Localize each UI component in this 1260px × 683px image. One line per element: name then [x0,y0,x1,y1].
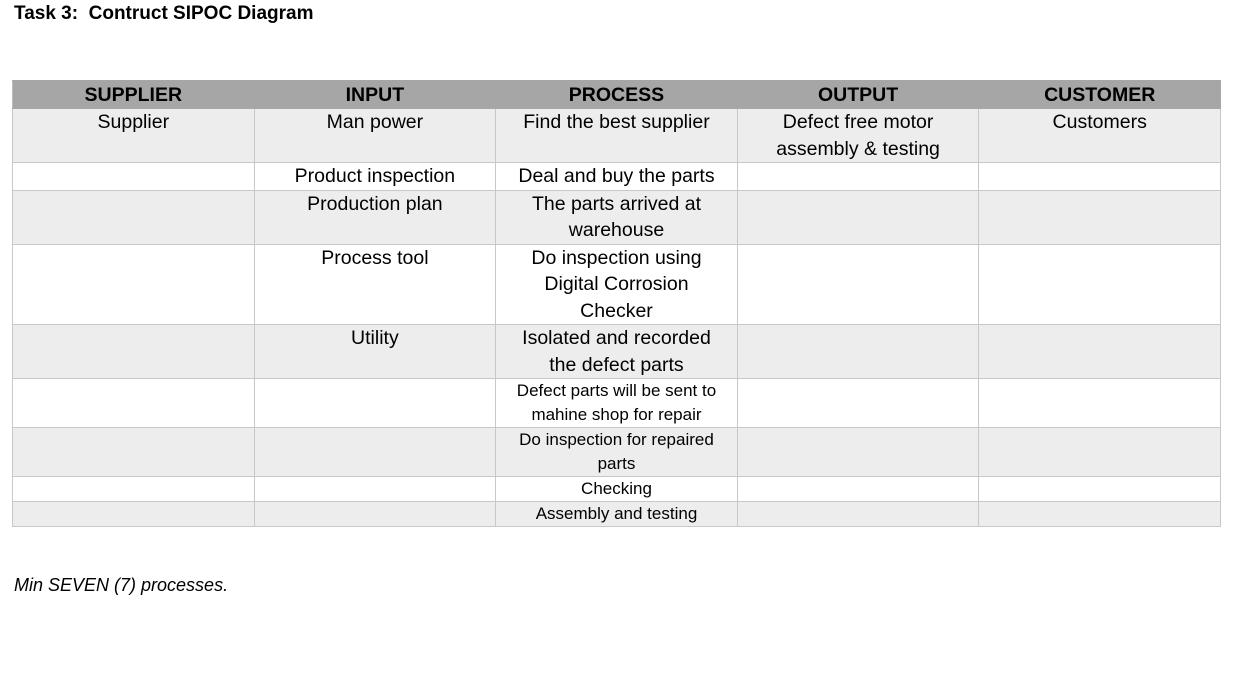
cell-output [737,190,979,244]
header-input: INPUT [254,81,496,109]
task-title: Task 3: Contruct SIPOC Diagram [14,3,314,24]
cell-supplier [13,190,255,244]
cell-customer [979,477,1221,502]
cell-input: Utility [254,325,496,379]
cell-supplier [13,477,255,502]
header-process: PROCESS [496,81,738,109]
cell-input: Process tool [254,244,496,325]
cell-process: Isolated and recorded the defect parts [496,325,738,379]
cell-customer [979,244,1221,325]
cell-output [737,379,979,428]
cell-customer [979,502,1221,527]
cell-input: Production plan [254,190,496,244]
cell-output [737,163,979,191]
cell-supplier [13,379,255,428]
cell-supplier [13,244,255,325]
cell-supplier: Supplier [13,109,255,163]
header-row [13,81,1221,109]
table-row [13,109,1221,163]
table-row [13,379,1221,428]
cell-output [737,325,979,379]
table-row [13,502,1221,527]
cell-supplier [13,428,255,477]
cell-customer [979,428,1221,477]
cell-supplier [13,163,255,191]
cell-input [254,477,496,502]
cell-customer [979,379,1221,428]
cell-process: Defect parts will be sent to mahine shop for repair [496,379,738,428]
cell-output [737,428,979,477]
cell-process: Find the best supplier [496,109,738,163]
cell-supplier [13,325,255,379]
header-output: OUTPUT [737,81,979,109]
cell-process: Do inspection using Digital Corrosion Checker [496,244,738,325]
table-row [13,163,1221,191]
cell-customer [979,190,1221,244]
table-row [13,244,1221,325]
cell-output [737,244,979,325]
cell-input [254,428,496,477]
header-customer: CUSTOMER [979,81,1221,109]
cell-input [254,502,496,527]
table-row [13,190,1221,244]
table-row [13,477,1221,502]
cell-customer: Customers [979,109,1221,163]
cell-input [254,379,496,428]
cell-customer [979,163,1221,191]
cell-input: Man power [254,109,496,163]
cell-input: Product inspection [254,163,496,191]
table-row [13,428,1221,477]
table-row [13,325,1221,379]
cell-customer [979,325,1221,379]
cell-process: Deal and buy the parts [496,163,738,191]
cell-output [737,502,979,527]
cell-output [737,477,979,502]
cell-process: Assembly and testing [496,502,738,527]
cell-process: The parts arrived at warehouse [496,190,738,244]
header-supplier: SUPPLIER [13,81,255,109]
cell-process: Do inspection for repaired parts [496,428,738,477]
cell-process: Checking [496,477,738,502]
footer-note: Min SEVEN (7) processes. [14,575,229,595]
cell-output: Defect free motor assembly & testing [737,109,979,163]
sipoc-table [12,80,1221,527]
cell-supplier [13,502,255,527]
